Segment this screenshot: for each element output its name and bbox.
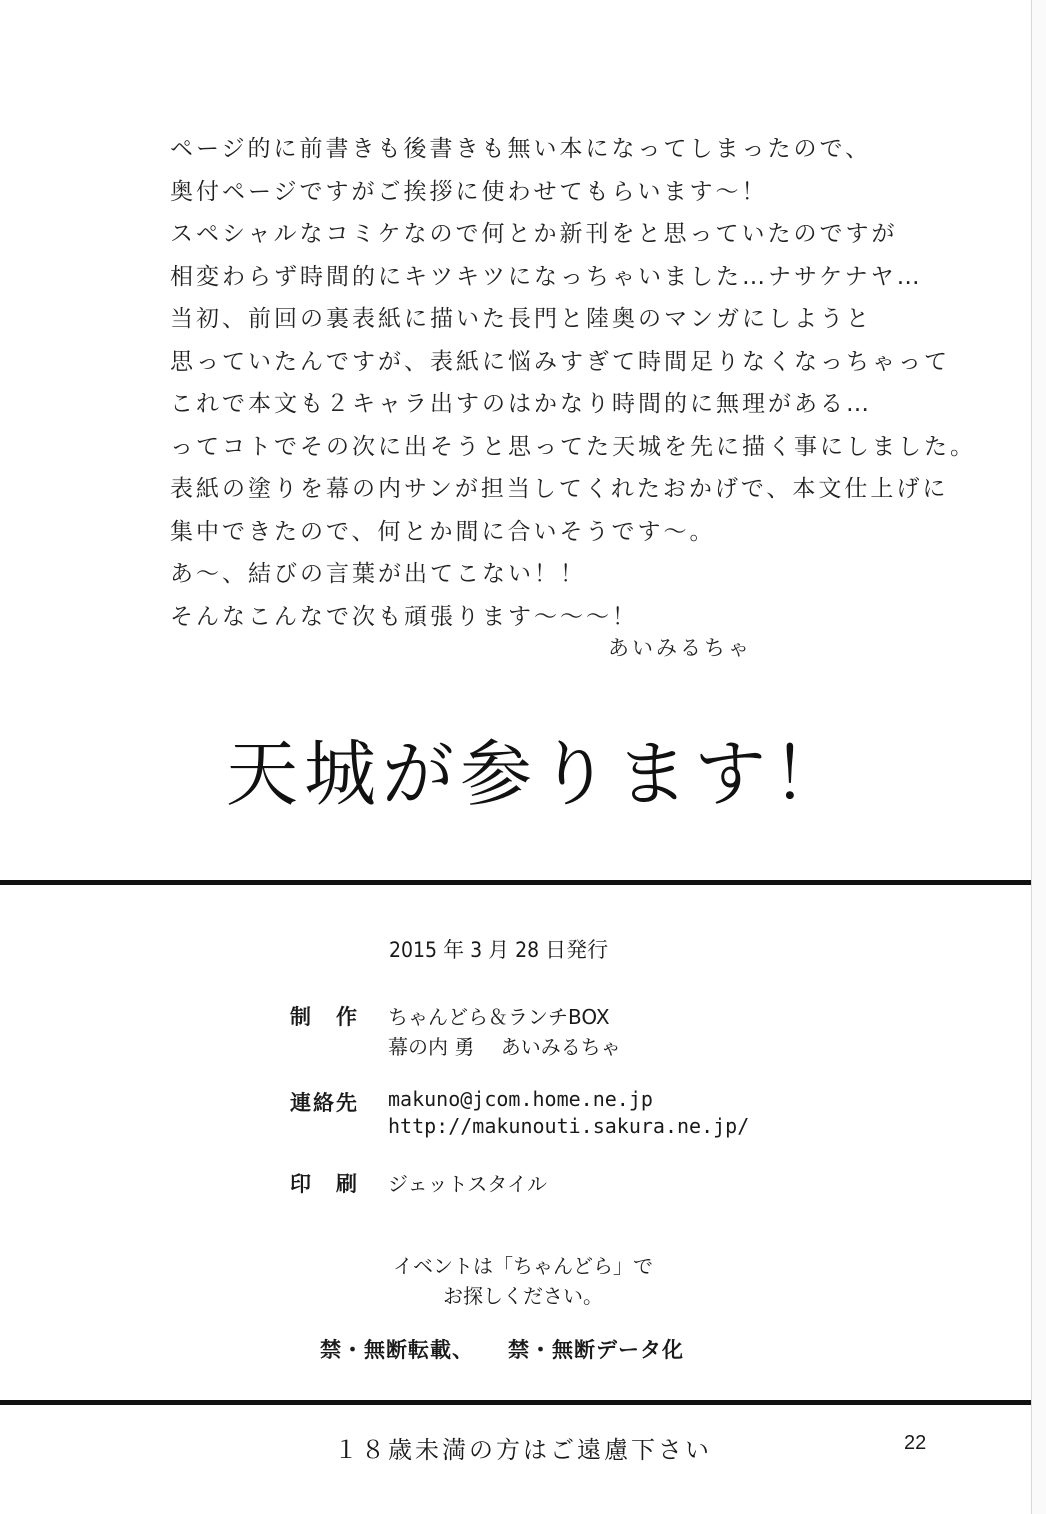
afterword-line: 相変わらず時間的にキツキツになっちゃいました…ナサケナヤ…: [170, 263, 923, 290]
printer-name: ジェットスタイル: [388, 1172, 547, 1196]
age-warning: １８歳未満の方はご遠慮下さい: [334, 1436, 712, 1464]
afterword-signature: あいみるちゃ: [608, 636, 752, 660]
production-authors: 幕の内 勇 あいみるちゃ: [388, 1035, 621, 1059]
afterword-line: ページ的に前書きも後書きも無い本になってしまったので、: [170, 136, 872, 162]
afterword-line: そんなこんなで次も頑張ります～～～！: [170, 603, 638, 630]
event-note-line2: お探しください。: [443, 1284, 603, 1308]
issue-date: 2015 年 3 月 28 日発行: [389, 938, 609, 962]
contact-url: http://makunouti.sakura.ne.jp/: [388, 1114, 750, 1138]
afterword-line: 当初、前回の裏表紙に描いた長門と陸奥のマンガにしようと: [170, 306, 872, 332]
afterword-line: 集中できたので、何とか間に合いそうです～。: [170, 518, 716, 545]
colophon-top-rule: [0, 880, 1031, 885]
contact-email: makuno@jcom.home.ne.jp: [388, 1087, 653, 1111]
afterword-message: [170, 128, 976, 638]
reproduction-notice: [320, 1334, 684, 1364]
afterword-line: あ～、結びの言葉が出てこない！！: [170, 561, 586, 587]
afterword-line: これで本文も２キャラ出すのはかなり時間的に無理がある…: [170, 391, 872, 417]
production-label: 制 作: [290, 1005, 359, 1029]
no-digitization-notice: 禁・無断データ化: [508, 1338, 684, 1362]
contact-label: 連絡先: [290, 1091, 359, 1115]
page-number: 22: [904, 1432, 927, 1454]
book-title: 天城が参ります！: [226, 732, 851, 816]
no-reprint-notice: 禁・無断転載、: [320, 1338, 474, 1362]
production-circle: ちゃんどら＆ランチBOX: [388, 1005, 610, 1029]
afterword-line: 思っていたんですが、表紙に悩みすぎて時間足りなくなっちゃって: [170, 348, 950, 375]
afterword-line: ってコトでその次に出そうと思ってた天城を先に描く事にしました。: [170, 433, 976, 460]
afterword-line: 表紙の塗りを幕の内サンが担当してくれたおかげで、本文仕上げに: [170, 476, 949, 502]
printing-label: 印 刷: [290, 1172, 359, 1196]
afterword-line: スペシャルなコミケなので何とか新刊をと思っていたのですが: [170, 221, 898, 247]
footer-rule: [0, 1400, 1031, 1405]
event-note-line1: イベントは「ちゃんどら」で: [393, 1254, 653, 1278]
afterword-line: 奥付ページですがご挨拶に使わせてもらいます～！: [170, 178, 768, 205]
